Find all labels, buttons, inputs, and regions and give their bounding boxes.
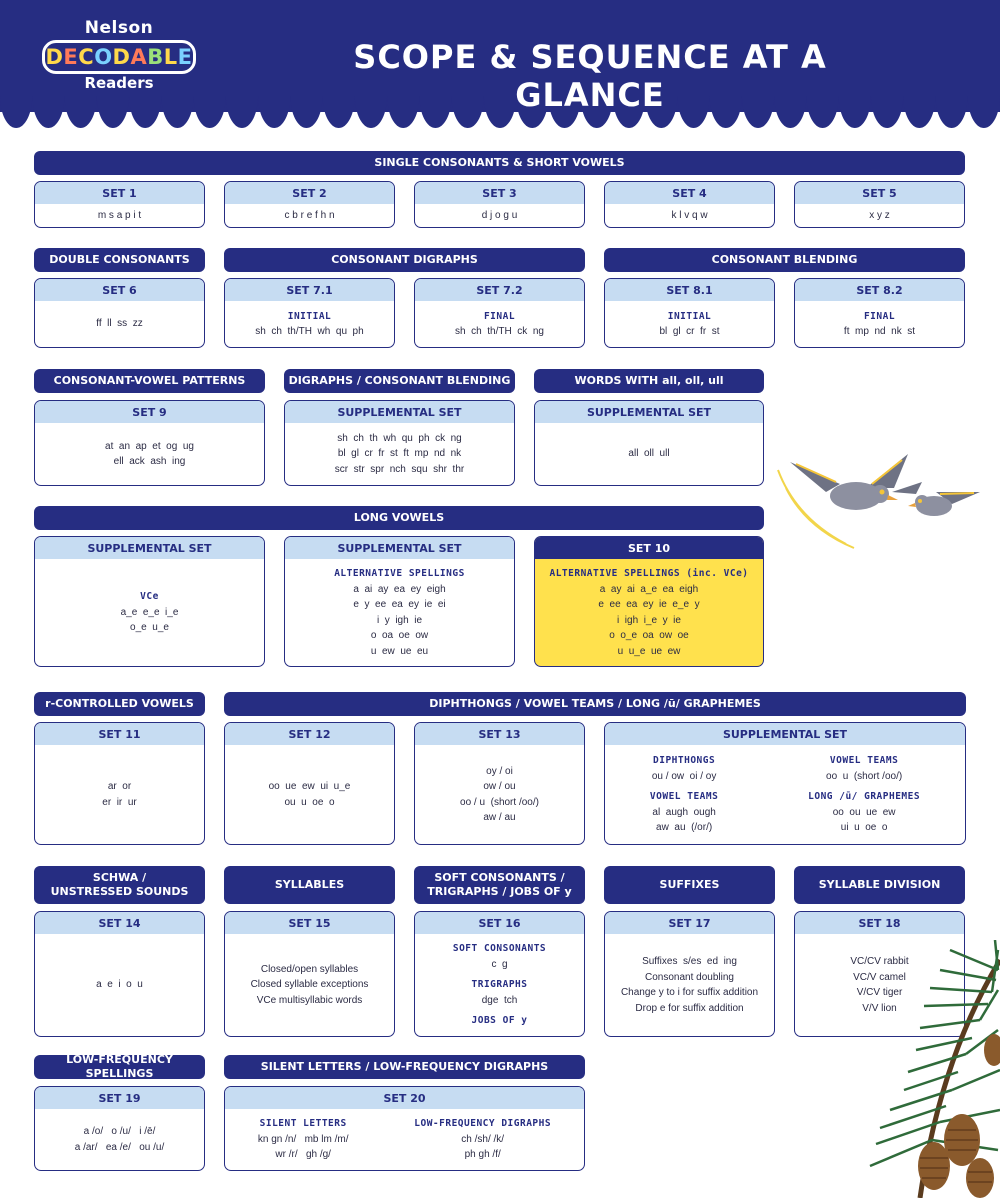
set-body <box>35 1109 204 1170</box>
set-subheading: TRIGRAPHS <box>471 979 528 991</box>
set-entry: V/V lion <box>862 1002 897 1014</box>
set-title: SET 12 <box>225 723 394 745</box>
section-bar-silent-letters: SILENT LETTERS / LOW-FREQUENCY DIGRAPHS <box>224 1055 585 1079</box>
logo-letter: O <box>94 45 113 69</box>
column <box>808 753 920 836</box>
set-entry: VC/CV rabbit <box>850 956 909 967</box>
bar-line: SOFT CONSONANTS / <box>434 871 565 884</box>
set-title: SUPPLEMENTAL SET <box>535 401 763 423</box>
set-entry: a_e e_e i_e <box>120 606 179 618</box>
set-subheading: SILENT LETTERS <box>259 1118 347 1130</box>
set-entry: Change y to i for suffix addition <box>620 987 759 998</box>
set-card <box>224 911 395 1037</box>
set-entry: i igh i_e y ie <box>617 614 681 626</box>
set-body <box>605 934 774 1036</box>
set-subheading: FINAL <box>483 310 516 322</box>
set-entry: ou u oe o <box>284 796 335 808</box>
page-title: SCOPE & SEQUENCE AT A GLANCE <box>353 38 827 114</box>
set-body <box>415 934 584 1036</box>
set-entry: u u_e ue ew <box>617 645 681 657</box>
set-title: SET 2 <box>225 182 394 204</box>
set-title: SET 16 <box>415 912 584 934</box>
section-bar-digraphs-blending: DIGRAPHS / CONSONANT BLENDING <box>284 369 515 393</box>
column <box>650 753 718 836</box>
set-entry: c b r e f h n <box>284 209 335 221</box>
set-card <box>34 1086 205 1171</box>
brand-logo <box>36 18 202 94</box>
set-title: SUPPLEMENTAL SET <box>605 723 965 745</box>
section-bar-syllable-division: SYLLABLE DIVISION <box>794 866 965 904</box>
pine-branch-illustration <box>820 940 1000 1198</box>
section-bar-words-with: WORDS WITH all, oll, ull <box>534 369 764 393</box>
set-subheading: ALTERNATIVE SPELLINGS <box>334 568 465 579</box>
set-subheading: ALTERNATIVE SPELLINGS (inc. VCe) <box>549 568 749 579</box>
logo-top-text: Nelson <box>84 18 154 38</box>
set-entry: sh ch th/TH wh qu ph <box>255 326 364 337</box>
set-entry: ft mp nd nk st <box>843 326 916 337</box>
set-card <box>34 536 265 667</box>
logo-badge <box>42 40 196 74</box>
set-entry: oo ue ew ui u_e <box>268 781 351 792</box>
set-entry: i y igh ie <box>376 614 423 626</box>
set-card <box>604 278 775 348</box>
set-entry: all oll ull <box>628 448 670 460</box>
set-title: SET 6 <box>35 279 204 301</box>
set-entry: Closed syllable exceptions <box>250 979 369 991</box>
set-body <box>35 301 204 347</box>
set-title: SET 17 <box>605 912 774 934</box>
set-entry: oo ou ue ew <box>832 806 896 818</box>
logo-letter: C <box>78 45 95 69</box>
set-card-highlighted <box>534 536 764 667</box>
set-body <box>225 934 394 1036</box>
set-entry: at an ap et og ug <box>105 440 194 452</box>
set-card <box>224 181 395 228</box>
set-card <box>224 278 395 348</box>
set-card <box>224 722 395 845</box>
set-entry: x y z <box>869 209 890 221</box>
set-entry: o o_e oa ow oe <box>609 630 689 641</box>
set-entry: e ee ea ey ie e_e y <box>598 599 700 610</box>
set-body <box>35 423 264 485</box>
set-entry: er ir ur <box>102 796 137 808</box>
section-bar-long-vowels: LONG VOWELS <box>34 506 764 530</box>
set-entry: VC/V camel <box>853 971 906 983</box>
set-entry: a e i o u <box>96 979 143 991</box>
set-body <box>605 204 774 227</box>
set-title: SET 10 <box>535 537 763 559</box>
set-title: SET 19 <box>35 1087 204 1109</box>
set-entry: VCe multisyllabic words <box>256 994 363 1006</box>
set-subheading: JOBS OF y <box>471 1015 528 1027</box>
logo-letter: D <box>45 45 64 69</box>
column <box>258 1116 349 1163</box>
set-entry: oo u (short /oo/) <box>826 770 903 782</box>
set-title: SET 13 <box>415 723 584 745</box>
set-entry: bl gl cr fr st ft mp nd nk <box>337 448 462 460</box>
set-body <box>225 301 394 347</box>
set-body <box>415 301 584 347</box>
section-bar-suffixes: SUFFIXES <box>604 866 775 904</box>
set-subheading: VOWEL TEAMS <box>829 755 899 767</box>
bar-line: UNSTRESSED SOUNDS <box>50 885 189 898</box>
set-entry: o oa oe ow <box>370 630 429 641</box>
set-entry: Suffixes s/es ed ing <box>642 956 737 967</box>
set-title: SUPPLEMENTAL SET <box>285 537 514 559</box>
set-body <box>415 745 584 844</box>
set-title: SUPPLEMENTAL SET <box>285 401 514 423</box>
set-title: SET 7.2 <box>415 279 584 301</box>
set-entry: ou / ow oi / oy <box>651 770 717 782</box>
set-card <box>794 181 965 228</box>
set-entry: aw / au <box>483 812 516 823</box>
set-body <box>605 301 774 347</box>
set-entry: a ay ai a_e ea eigh <box>599 583 699 595</box>
set-entry: al augh ough <box>652 806 716 818</box>
set-entry: ell ack ash ing <box>113 456 186 467</box>
section-bar-consonant-blending: CONSONANT BLENDING <box>604 248 965 272</box>
set-card <box>34 278 205 348</box>
set-entry: a /ar/ ea /e/ ou /u/ <box>74 1141 165 1153</box>
bar-line: TRIGRAPHS / JOBS OF y <box>427 885 572 898</box>
set-card <box>534 400 764 486</box>
set-subheading: VOWEL TEAMS <box>649 791 719 803</box>
set-title: SET 18 <box>795 912 964 934</box>
logo-letter: B <box>147 45 164 69</box>
section-bar-cv-patterns: CONSONANT-VOWEL PATTERNS <box>34 369 265 393</box>
set-title: SET 8.1 <box>605 279 774 301</box>
two-column-body <box>225 1116 584 1163</box>
section-bar-single-consonants: SINGLE CONSONANTS & SHORT VOWELS <box>34 151 965 175</box>
set-title: SET 8.2 <box>795 279 964 301</box>
set-subheading: LONG /ū/ GRAPHEMES <box>808 791 921 803</box>
set-entry: m s a p i t <box>97 209 142 221</box>
set-card <box>604 911 775 1037</box>
set-body <box>605 745 965 844</box>
set-body <box>795 301 964 347</box>
set-body <box>285 423 514 485</box>
set-entry: a /o/ o /u/ i /ē/ <box>83 1126 156 1137</box>
set-entry: ar or <box>107 781 132 792</box>
set-card-two-column <box>604 722 966 845</box>
set-body <box>415 204 584 227</box>
set-entry: k l v q w <box>671 209 708 221</box>
set-subheading: DIPHTHONGS <box>653 755 716 767</box>
logo-letter: A <box>130 45 148 69</box>
set-body <box>35 934 204 1036</box>
set-title: SET 7.1 <box>225 279 394 301</box>
set-card <box>34 181 205 228</box>
set-title: SET 15 <box>225 912 394 934</box>
set-title: SET 14 <box>35 912 204 934</box>
logo-letter: L <box>163 45 178 69</box>
set-entry: d j o g u <box>481 209 518 221</box>
set-body <box>35 204 204 227</box>
set-card <box>414 722 585 845</box>
set-entry: sh ch th wh qu ph ck ng <box>337 432 462 444</box>
set-title: SUPPLEMENTAL SET <box>35 537 264 559</box>
set-entry: ff ll ss zz <box>96 318 143 330</box>
birds-illustration <box>776 448 986 558</box>
section-bar-soft-consonants <box>414 866 585 904</box>
set-title: SET 11 <box>35 723 204 745</box>
set-card <box>34 911 205 1037</box>
set-card <box>34 722 205 845</box>
section-bar-schwa <box>34 866 205 904</box>
set-card <box>414 181 585 228</box>
section-bar-consonant-digraphs: CONSONANT DIGRAPHS <box>224 248 585 272</box>
set-body <box>285 559 514 666</box>
set-card <box>414 911 585 1037</box>
set-entry: ow / ou <box>483 781 516 792</box>
set-title: SET 1 <box>35 182 204 204</box>
set-card <box>284 536 515 667</box>
set-subheading: VCe <box>140 591 159 603</box>
set-entry: c g <box>491 958 508 970</box>
set-card <box>604 181 775 228</box>
set-entry: e y ee ea ey ie ei <box>353 599 446 610</box>
set-title: SET 9 <box>35 401 264 423</box>
set-subheading: SOFT CONSONANTS <box>452 943 547 955</box>
set-entry: sh ch th/TH ck ng <box>455 326 544 337</box>
set-entry: dge tch <box>481 994 518 1006</box>
set-body <box>225 745 394 844</box>
set-subheading: LOW-FREQUENCY DIGRAPHS <box>414 1118 552 1130</box>
set-subheading: FINAL <box>863 310 896 322</box>
set-title: SET 5 <box>795 182 964 204</box>
logo-letter: D <box>112 45 131 69</box>
set-body <box>35 559 264 666</box>
set-entry: ui u oe o <box>840 822 888 834</box>
set-entry: Consonant doubling <box>645 971 734 983</box>
set-entry: aw au (/or/) <box>656 822 713 834</box>
logo-letter: E <box>177 45 193 69</box>
set-entry: oy / oi <box>486 765 513 777</box>
set-entry: scr str spr nch squ shr thr <box>334 463 465 475</box>
set-body <box>225 1109 584 1170</box>
set-title: SET 20 <box>225 1087 584 1109</box>
set-entry: ph gh /f/ <box>464 1149 501 1161</box>
section-bar-syllables: SYLLABLES <box>224 866 395 904</box>
set-entry: Closed/open syllables <box>260 963 359 975</box>
section-bar-low-frequency: LOW-FREQUENCY SPELLINGS <box>34 1055 205 1079</box>
set-card <box>34 400 265 486</box>
set-card-two-column <box>224 1086 585 1171</box>
set-entry: bl gl cr fr st <box>659 326 720 337</box>
set-body <box>795 204 964 227</box>
set-entry: kn gn /n/ mb lm /m/ <box>257 1133 349 1145</box>
column <box>414 1116 551 1163</box>
bar-line: SCHWA / <box>92 871 147 884</box>
set-card <box>414 278 585 348</box>
set-entry: ch /sh/ /k/ <box>461 1133 505 1145</box>
set-entry: a ai ay ea ey eigh <box>353 583 446 595</box>
set-body <box>35 745 204 844</box>
set-entry: u ew ue eu <box>370 645 429 657</box>
set-card <box>284 400 515 486</box>
set-entry: oo / u (short /oo/) <box>460 796 539 808</box>
logo-letter: E <box>63 45 79 69</box>
set-body <box>225 204 394 227</box>
set-entry: wr /r/ gh /g/ <box>275 1149 331 1161</box>
set-title: SET 4 <box>605 182 774 204</box>
set-body <box>535 423 763 485</box>
set-subheading: INITIAL <box>287 310 332 322</box>
section-bar-diphthongs: DIPHTHONGS / VOWEL TEAMS / LONG /ū/ GRAPHEMES <box>224 692 966 716</box>
logo-bottom-text: Readers <box>84 74 154 92</box>
set-subheading: INITIAL <box>667 310 712 322</box>
set-title: SET 3 <box>415 182 584 204</box>
set-entry: o_e u_e <box>130 622 169 634</box>
set-body <box>535 559 763 666</box>
two-column-body <box>605 753 965 836</box>
set-card <box>794 278 965 348</box>
section-bar-double-consonants: DOUBLE CONSONANTS <box>34 248 205 272</box>
set-entry: Drop e for suffix addition <box>635 1002 744 1014</box>
set-entry: V/CV tiger <box>856 987 903 998</box>
section-bar-r-controlled: r-CONTROLLED VOWELS <box>34 692 205 716</box>
